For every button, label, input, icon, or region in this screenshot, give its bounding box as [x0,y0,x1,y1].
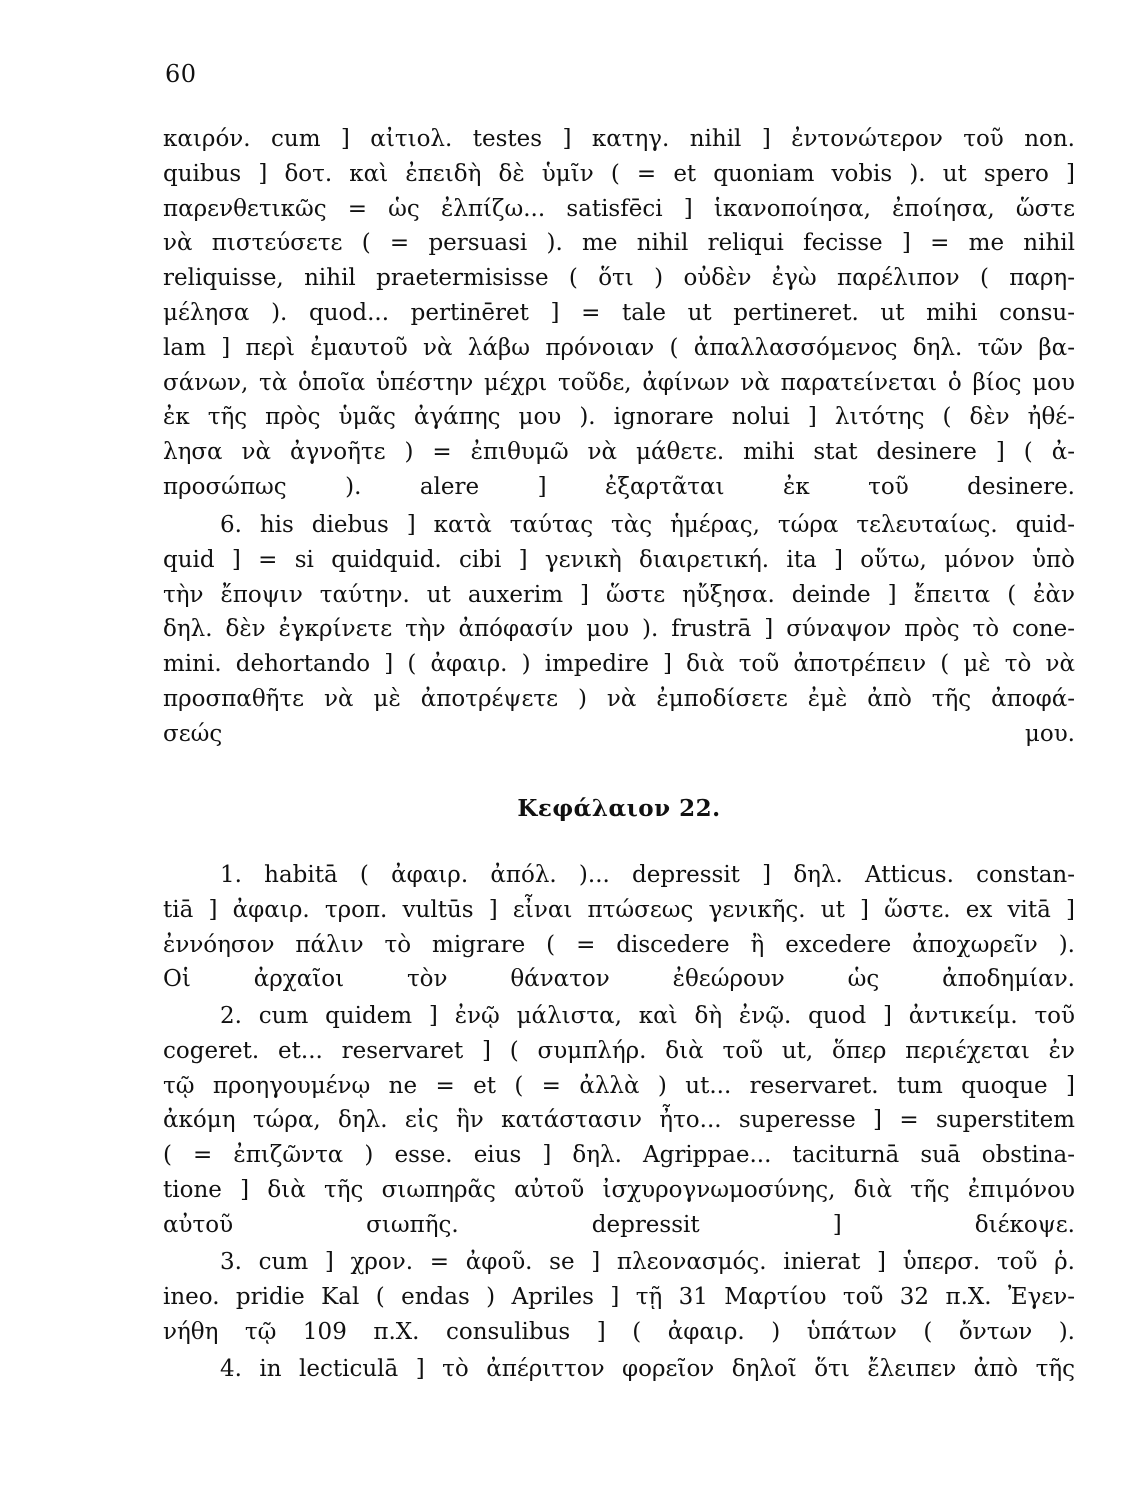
text-line: tione ] διὰ τῆς σιωπηρᾶς αὐτοῦ ἰσχυρογνωμοσύνης, διὰ τῆς ἐπιμόνου [163,1176,1075,1203]
text-line: τῷ προηγουμένῳ ne = et ( = ἀλλὰ ) ut... reservaret. tum quoque ] [163,1072,1075,1099]
text-line: 6. his diebus ] κατὰ ταύτας τὰς ἡμέρας, τώρα τελευταίως. quid- [220,512,1075,538]
paragraph-continuation [163,122,1075,505]
text-line: ( = ἐπιζῶντα ) esse. eius ] δηλ. Agrippae... taciturnā suā obstina- [163,1142,1075,1169]
page-number: 60 [165,60,197,88]
text-line: μέλησα ). quod... pertinēret ] = tale ut pertineret. ut mihi consu- [163,299,1075,326]
text-line: προσώπως ). alere ] ἐξαρτᾶται ἐκ τοῦ desinere. [163,473,1075,500]
text-line: νὰ πιστεύσετε ( = persuasi ). me nihil reliqui fecisse ] = me nihil [163,230,1075,257]
text-line: σάνων, τὰ ὁποῖα ὑπέστην μέχρι τοῦδε, ἀφίνων νὰ παρατείνεται ὁ βίος μου [163,369,1075,396]
text-line: ἐννόησον πάλιν τὸ migrare ( = discedere ἢ excedere ἀποχωρεῖν ). [163,931,1075,958]
text-line: λησα νὰ ἀγνοῆτε ) = ἐπιθυμῶ νὰ μάθετε. mihi stat desinere ] ( ἀ- [163,439,1075,466]
chapter-heading: Κεφάλαιον 22. [517,795,721,822]
text-line: tiā ] ἀφαιρ. τροπ. vultūs ] εἶναι πτώσεως γενικῆς. ut ] ὥστε. ex vitā ] [163,896,1075,923]
paragraph-4 [163,1352,1075,1387]
text-line: 2. cum quidem ] ἐνῷ μάλιστα, καὶ δὴ ἐνῷ. quod ] ἀντικείμ. τοῦ [220,1003,1075,1029]
paragraph-2 [163,999,1075,1243]
paragraph-1 [163,858,1075,997]
text-line: τὴν ἔποψιν ταύτην. ut auxerim ] ὥστε ηὔξησα. deinde ] ἔπειτα ( ἐὰν [163,581,1075,608]
text-line: quid ] = si quidquid. cibi ] γενικὴ διαιρετική. ita ] οὕτω, μόνον ὑπὸ [163,546,1075,573]
paragraph-6 [163,508,1075,752]
text-line: παρενθετικῶς = ὡς ἐλπίζω... satisfēci ] ἱκανοποίησα, ἐποίησα, ὥστε [163,195,1075,222]
text-line: lam ] περὶ ἐμαυτοῦ νὰ λάβω πρόνοιαν ( ἀπαλλασσόμενος δηλ. τῶν βα- [163,334,1075,361]
text-line: 3. cum ] χρον. = ἀφοῦ. se ] πλεονασμός. inierat ] ὑπερσ. τοῦ ῥ. [220,1249,1075,1275]
paragraph-3 [163,1245,1075,1349]
text-line: ἐκ τῆς πρὸς ὑμᾶς ἀγάπης μου ). ignorare nolui ] λιτότης ( δὲν ἠθέ- [163,404,1075,431]
text-line: αὐτοῦ σιωπῆς. depressit ] διέκοψε. [163,1211,1075,1238]
text-line: Οἱ ἀρχαῖοι τὸν θάνατον ἐθεώρουν ὡς ἀποδημίαν. [163,966,1075,993]
text-line: προσπαθῆτε νὰ μὲ ἀποτρέψετε ) νὰ ἐμποδίσετε ἐμὲ ἀπὸ τῆς ἀποφά- [163,685,1075,712]
text-line: σεώς μου. [163,720,1075,747]
text-line: quibus ] δοτ. καὶ ἐπειδὴ δὲ ὑμῖν ( = et quoniam vobis ). ut spero ] [163,160,1075,187]
text-line: νήθη τῷ 109 π.Χ. consulibus ] ( ἀφαιρ. ) ὑπάτων ( ὄντων ). [163,1318,1075,1345]
text-line: ἀκόμη τώρα, δηλ. εἰς ἣν κατάστασιν ἦτο... superesse ] = superstitem [163,1107,1075,1134]
text-line: cogeret. et... reservaret ] ( συμπλήρ. διὰ τοῦ ut, ὅπερ περιέχεται ἐν [163,1037,1075,1064]
text-line: 4. in lecticulā ] τὸ ἀπέριττον φορεῖον δηλοῖ ὅτι ἔλειπεν ἀπὸ τῆς [220,1356,1075,1382]
text-line: ineo. pridie Kal ( endas ) Apriles ] τῇ 31 Μαρτίου τοῦ 32 π.Χ. Ἐγεν- [163,1283,1075,1310]
text-line: δηλ. δὲν ἐγκρίνετε τὴν ἀπόφασίν μου ). frustrā ] σύναψον πρὸς τὸ cone- [163,616,1075,643]
text-line: καιρόν. cum ] αἰτιολ. testes ] κατηγ. nihil ] ἐντονώτερον τοῦ non. [163,126,1075,152]
text-line: 1. habitā ( ἀφαιρ. ἀπόλ. )... depressit ] δηλ. Atticus. constan- [220,862,1075,888]
text-line: mini. dehortando ] ( ἀφαιρ. ) impedire ] διὰ τοῦ ἀποτρέπειν ( μὲ τὸ νὰ [163,651,1075,678]
text-line: reliquisse, nihil praetermisisse ( ὅτι ) οὐδὲν ἐγὼ παρέλιπον ( παρη- [163,265,1075,292]
